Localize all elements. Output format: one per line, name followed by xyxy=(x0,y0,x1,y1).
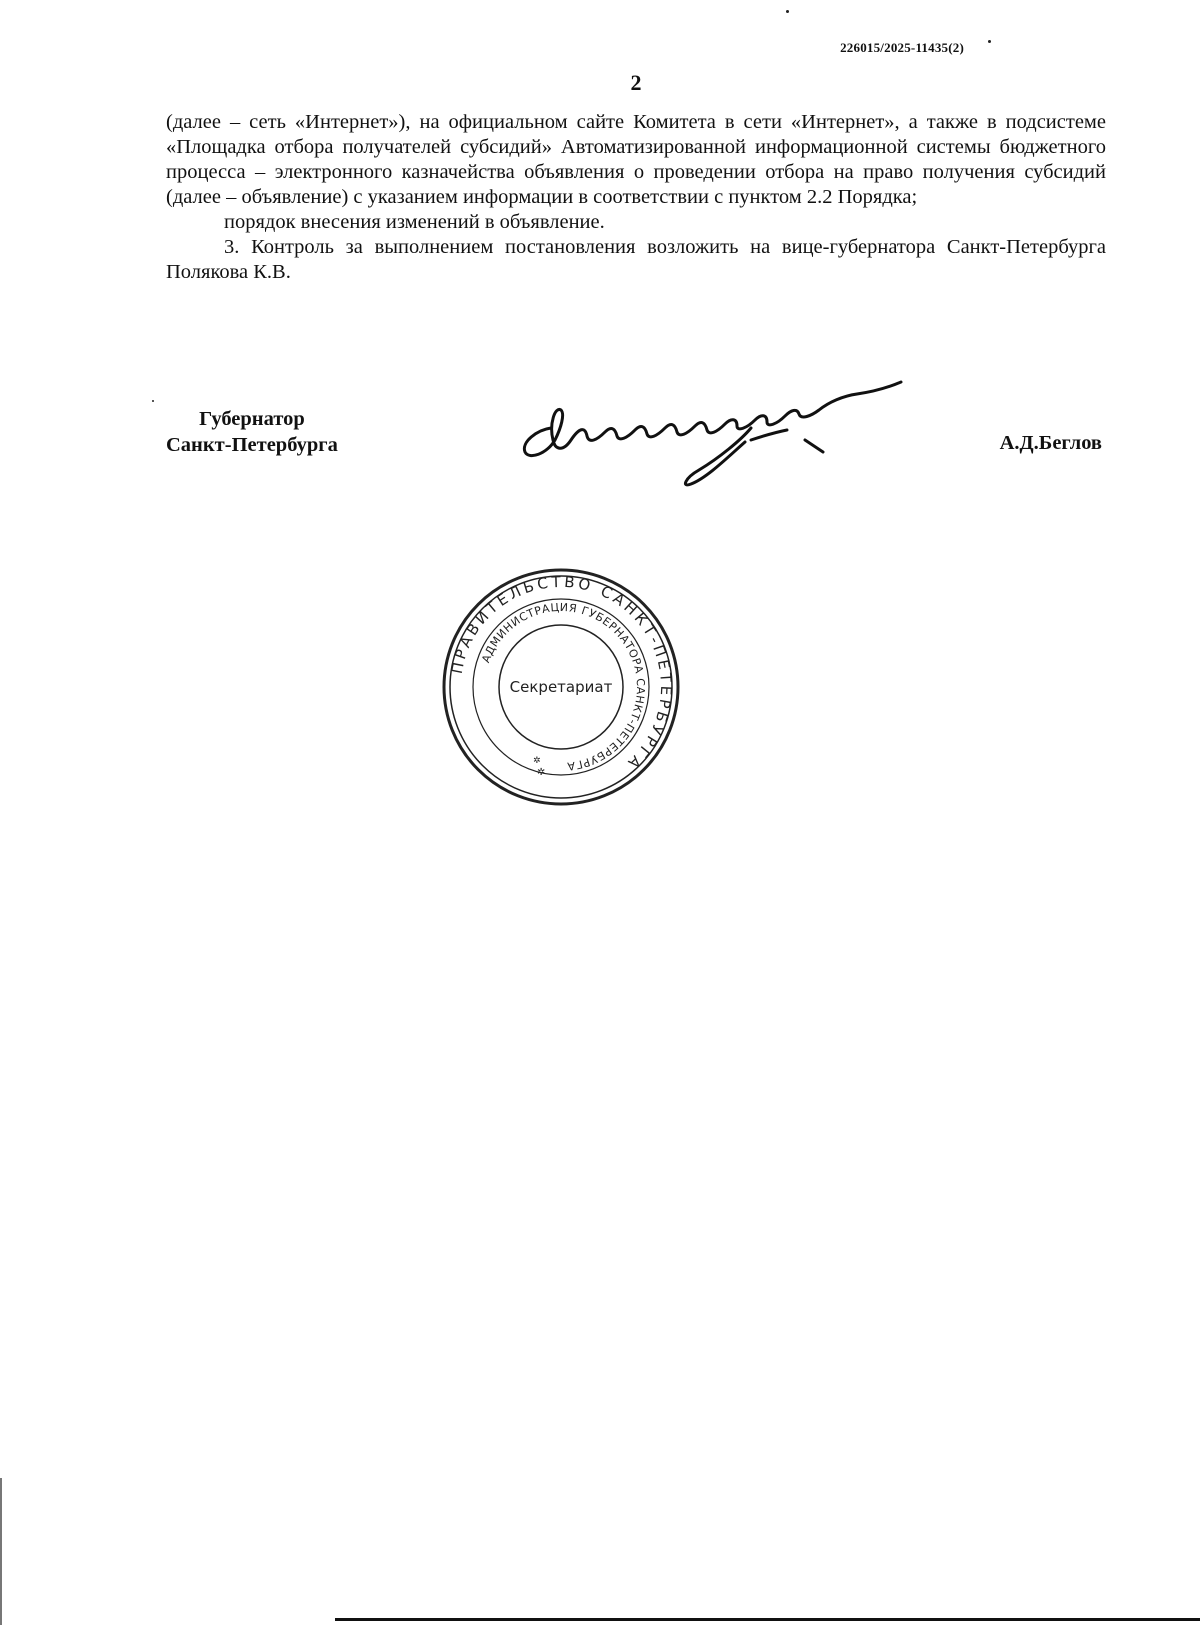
scan-speck xyxy=(786,10,789,13)
seal-center-text: Секретариат xyxy=(509,678,613,696)
svg-text:✲: ✲ xyxy=(533,756,541,766)
body-paragraph-control-clause: 3. Контроль за выполнением постановления возложить на вице-губернатора Санкт-Петербурга Полякова К.В. xyxy=(166,236,1106,283)
body-paragraph-continuation: (далее – сеть «Интернет»), на официальном сайте Комитета в сети «Интернет», а также в подсистеме «Площадка отбора получателей субсидий» Автоматизированной информационной системы бюджетного процесса – электронного казначейства объявления о проведении отбора на право получения субсидий (далее – объявление) с указанием информации в соответствии с пунктом 2.2 Порядка; xyxy=(166,111,1106,208)
page-number: 2 xyxy=(630,70,642,95)
document-body xyxy=(166,110,1106,285)
scan-bottom-border xyxy=(335,1618,1200,1621)
svg-text:✲: ✲ xyxy=(537,767,546,778)
body-paragraph-amendment-order: порядок внесения изменений в объявление. xyxy=(224,211,605,233)
signatory-title-line1: Губернатор xyxy=(199,408,305,430)
signatory-title xyxy=(166,406,338,458)
signatory-name: А.Д.Беглов xyxy=(999,432,1102,454)
scan-left-edge xyxy=(0,1478,2,1625)
document-registration-number: 226015/2025-11435(2) xyxy=(840,40,964,55)
official-seal xyxy=(441,567,681,807)
scan-speck xyxy=(988,40,991,43)
signatory-title-line2: Санкт-Петербурга xyxy=(166,434,338,456)
seal-inner-text: АДМИНИСТРАЦИЯ ГУБЕРНАТОРА САНКТ-ПЕТЕРБУРГА xyxy=(479,600,648,773)
seal-outer-text: ПРАВИТЕЛЬСТВО САНКТ-ПЕТЕРБУРГА xyxy=(447,572,676,775)
handwritten-signature xyxy=(515,370,935,510)
scan-speck xyxy=(152,400,154,402)
